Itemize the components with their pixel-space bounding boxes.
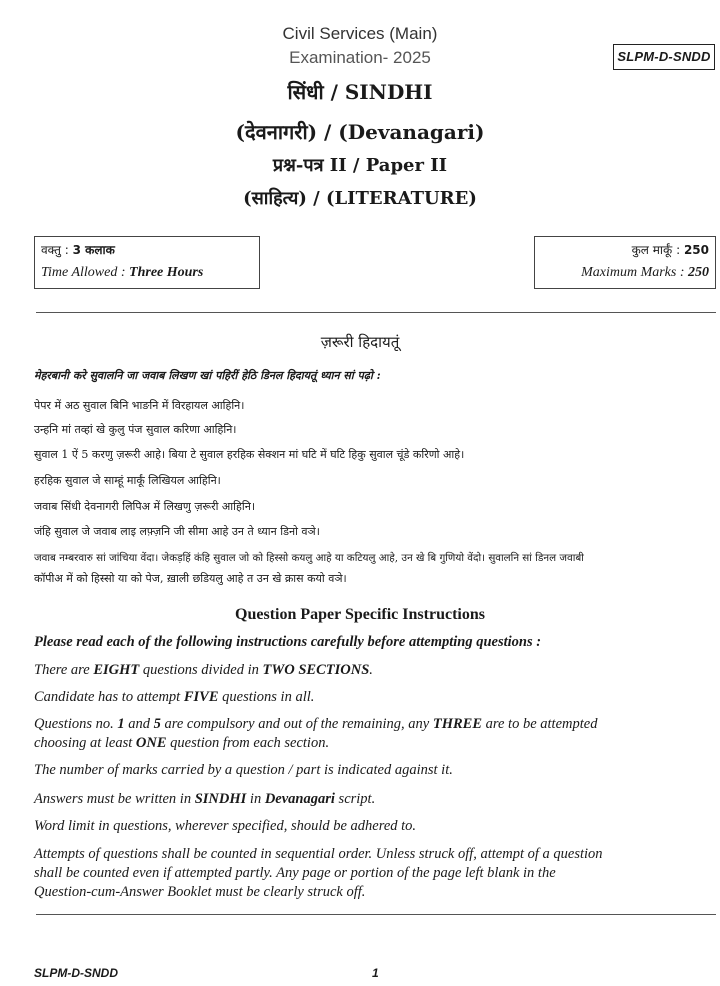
section-title: (साहित्य) / (LITERATURE) <box>243 188 477 209</box>
time-english-label: Time Allowed : <box>41 265 130 280</box>
exam-name: Civil Services (Main) <box>282 24 438 43</box>
english-instruction-5: Answers must be written in SINDHI in Devanagari script. <box>34 791 376 807</box>
english-instruction-7-line3: Question-cum-Answer Booklet must be clearly struck off. <box>34 884 366 900</box>
time-english-value: Three Hours <box>129 265 204 280</box>
footer-code: SLPM-D-SNDD <box>34 966 118 980</box>
divider-top <box>36 312 716 313</box>
sindhi-instruction-6: जंहि सुवाल जे जवाब लाइ लफ़्ज़नि जी सीमा आहे उन ते ध्यान डिनो वञे। <box>34 525 320 538</box>
time-hindi-label: वक्तु : <box>41 243 73 257</box>
sindhi-instruction-7-cont: कॉपीअ में को हिस्सो या को पेज, ख़ाली छडियलु आहे त उन खे क्रास कयो वञे। <box>34 572 347 585</box>
english-instruction-4: The number of marks carried by a question / part is indicated against it. <box>34 762 453 778</box>
english-instructions-intro: Please read each of the following instructions carefully before attempting questions : <box>34 634 542 650</box>
sindhi-instruction-7: जवाब नम्बरवारु सां जांचिया वेंदा। जेकड़हिं कंहि सुवाल जो को हिस्सो कयलु आहे या कटियलु आहे, उन खे बि गुणियो वेंदो। सुवालनि सां डिनल जवाबी <box>34 552 584 564</box>
english-instructions-heading: Question Paper Specific Instructions <box>235 606 485 623</box>
time-allowed-box <box>34 236 260 289</box>
time-hindi <box>41 241 115 258</box>
english-instruction-1: There are EIGHT questions divided in TWO SECTIONS. <box>34 662 373 678</box>
marks-english <box>581 265 709 281</box>
english-instruction-7-line2: shall be counted even if attempted partly. Any page or portion of the page left blank in the <box>34 865 556 881</box>
sindhi-instructions-heading: ज़रूरी हिदायतूं <box>320 333 400 351</box>
time-hindi-value: 3 कलाक <box>72 243 115 257</box>
english-instruction-3-cont: choosing at least ONE question from each section. <box>34 735 330 751</box>
script-title: (देवनागरी) / (Devanagari) <box>235 120 485 144</box>
sindhi-instruction-3: सुवाल 1 ऐं 5 करणु ज़रूरी आहे। बिया टे सुवाल हरहिक सेक्शन मां घटि में घटि हिकु सुवाल चूंडे करिणो आहे। <box>34 448 465 461</box>
sindhi-instruction-4: हरहिक सुवाल जे साम्हूं मार्कूं लिखियल आहिनि। <box>34 474 221 487</box>
time-english <box>41 265 203 281</box>
max-marks-box <box>534 236 716 289</box>
marks-hindi-value: 250 <box>683 243 709 257</box>
english-instruction-7: Attempts of questions shall be counted in sequential order. Unless struck off, attempt of a question <box>34 846 603 862</box>
english-instruction-3: Questions no. 1 and 5 are compulsory and out of the remaining, any THREE are to be attempted <box>34 716 598 732</box>
marks-english-label: Maximum Marks : <box>581 265 688 280</box>
english-instruction-6: Word limit in questions, wherever specified, should be adhered to. <box>34 818 417 834</box>
sindhi-instruction-2: उन्हनि मां तव्हां खे कुलु पंज सुवाल करिणा आहिनि। <box>34 423 237 436</box>
marks-hindi-label: कुल मार्कूं : <box>631 243 684 257</box>
english-instruction-2: Candidate has to attempt FIVE questions in all. <box>34 689 315 705</box>
sindhi-instructions-intro: मेहरबानी करे सुवालनि जा जवाब लिखण खां पहिरीं हेठि डिनल हिदायतूं ध्यान सां पढ़ो : <box>34 369 381 382</box>
sindhi-instruction-5: जवाब सिंधी देवनागरी लिपिअ में लिखणु ज़रूरी आहिनि। <box>34 500 255 513</box>
marks-hindi <box>632 241 709 258</box>
page-number: 1 <box>372 966 379 980</box>
paper-title: प्रश्न-पत्र II / Paper II <box>272 155 448 176</box>
subject-title: सिंधी / SINDHI <box>287 80 433 104</box>
divider-bottom <box>36 914 716 915</box>
marks-english-value: 250 <box>688 265 709 280</box>
sindhi-instruction-1: पेपर में अठ सुवाल बिनि भाङनि में विरहायल आहिनि। <box>34 399 245 412</box>
exam-year: Examination- 2025 <box>289 48 431 67</box>
paper-code-box: SLPM-D-SNDD <box>613 44 715 70</box>
